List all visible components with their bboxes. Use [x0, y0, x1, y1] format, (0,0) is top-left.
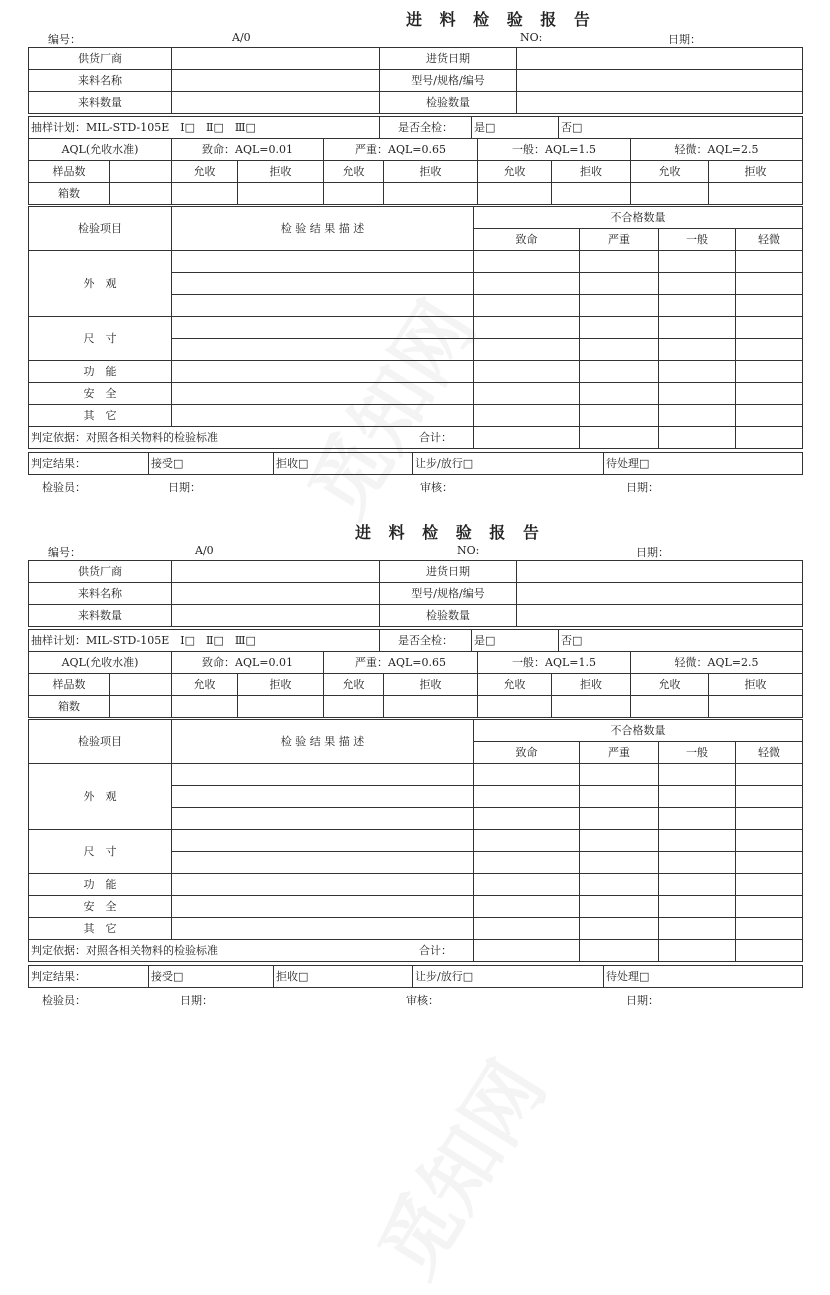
- cell[interactable]: [474, 786, 580, 808]
- cell[interactable]: [474, 808, 580, 830]
- result-cell[interactable]: [172, 273, 474, 295]
- cell[interactable]: [580, 874, 659, 896]
- full-check-no[interactable]: 否□: [559, 117, 803, 139]
- cell[interactable]: [172, 696, 238, 718]
- result-concession[interactable]: 让步/放行□: [413, 453, 604, 475]
- defect-minor: 轻微: [736, 742, 803, 764]
- result-cell[interactable]: [172, 361, 474, 383]
- item-header: 检验项目: [29, 207, 172, 251]
- cell[interactable]: [580, 339, 659, 361]
- defect-critical: 致命: [474, 229, 580, 251]
- defect-header: 不合格数量: [474, 720, 803, 742]
- cell[interactable]: [474, 405, 580, 427]
- cell[interactable]: [474, 830, 580, 852]
- cell[interactable]: [659, 251, 736, 273]
- result-cell[interactable]: [172, 251, 474, 273]
- defect-major: 严重: [580, 229, 659, 251]
- supplier-field[interactable]: [172, 48, 380, 70]
- total-label: 合计：: [419, 431, 452, 444]
- minor-reject: 拒收: [709, 161, 803, 183]
- defect-general: 一般: [659, 229, 736, 251]
- cell[interactable]: [580, 405, 659, 427]
- defect-minor: 轻微: [736, 229, 803, 251]
- quantity-label: 来料数量: [29, 605, 172, 627]
- result-cell[interactable]: [172, 764, 474, 786]
- inspect-qty-field[interactable]: [517, 92, 803, 114]
- aql-table: [28, 651, 803, 674]
- cell[interactable]: [659, 852, 736, 874]
- judgement-basis: 判定依据：对照各相关物料的检验标准: [31, 944, 218, 957]
- result-cell[interactable]: [172, 317, 474, 339]
- boxes-label: 箱数: [29, 696, 110, 718]
- cell[interactable]: [709, 183, 803, 205]
- cell[interactable]: [580, 764, 659, 786]
- result-reject[interactable]: 拒收□: [274, 966, 413, 988]
- aql-minor: 轻微：AQL=2.5: [631, 139, 803, 161]
- full-check-label: 是否全检：: [380, 117, 472, 139]
- code-label: 编号：: [48, 33, 81, 46]
- cell[interactable]: [631, 183, 709, 205]
- result-cell[interactable]: [172, 830, 474, 852]
- cell[interactable]: [474, 918, 580, 940]
- cell[interactable]: [580, 251, 659, 273]
- inspector-label: 检验员：: [42, 994, 86, 1007]
- cell[interactable]: [580, 830, 659, 852]
- minor-reject: 拒收: [709, 674, 803, 696]
- footer-date-label: 日期：: [168, 481, 201, 494]
- major-reject: 拒收: [384, 161, 478, 183]
- cell[interactable]: [552, 183, 631, 205]
- inspection-table: [28, 206, 803, 449]
- report-title: 进 料 检 验 报 告: [355, 523, 545, 542]
- cell[interactable]: [659, 786, 736, 808]
- critical-accept: 允收: [172, 161, 238, 183]
- cell[interactable]: [384, 696, 478, 718]
- cell[interactable]: [736, 405, 803, 427]
- cell[interactable]: [238, 696, 324, 718]
- result-header: 检 验 结 果 描 述: [172, 207, 474, 251]
- cell[interactable]: [384, 183, 478, 205]
- sample-qty-label: 样品数: [29, 161, 110, 183]
- defect-header: 不合格数量: [474, 207, 803, 229]
- critical-reject: 拒收: [238, 161, 324, 183]
- total-cell[interactable]: [736, 940, 803, 962]
- full-check-no[interactable]: 否□: [559, 630, 803, 652]
- result-label: 判定结果：: [29, 453, 149, 475]
- cell[interactable]: [474, 852, 580, 874]
- major-accept: 允收: [324, 674, 384, 696]
- total-cell[interactable]: [580, 427, 659, 449]
- result-label: 判定结果：: [29, 966, 149, 988]
- cell[interactable]: [659, 383, 736, 405]
- cell[interactable]: [736, 874, 803, 896]
- function-label: 功 能: [29, 874, 172, 896]
- cell[interactable]: [580, 273, 659, 295]
- boxes-field[interactable]: [110, 696, 172, 718]
- dimension-label: 尺 寸: [29, 830, 172, 874]
- inspect-qty-label: 检验数量: [380, 605, 517, 627]
- cell[interactable]: [736, 295, 803, 317]
- cell[interactable]: [709, 696, 803, 718]
- review-label: 审核：: [406, 994, 439, 1007]
- inspection-table: [28, 719, 803, 962]
- sample-table: [28, 673, 803, 718]
- model-field[interactable]: [517, 70, 803, 92]
- cell[interactable]: [580, 852, 659, 874]
- cell[interactable]: [324, 183, 384, 205]
- boxes-field[interactable]: [110, 183, 172, 205]
- review-label: 审核：: [420, 481, 453, 494]
- result-cell[interactable]: [172, 852, 474, 874]
- cell[interactable]: [474, 874, 580, 896]
- critical-accept: 允收: [172, 674, 238, 696]
- judgement-basis-row: [29, 940, 474, 962]
- footer-date2-label: 日期：: [626, 994, 659, 1007]
- result-cell[interactable]: [172, 896, 474, 918]
- cell[interactable]: [238, 183, 324, 205]
- receive-date-field[interactable]: [517, 561, 803, 583]
- cell[interactable]: [580, 295, 659, 317]
- total-label: 合计：: [419, 944, 452, 957]
- cell[interactable]: [474, 896, 580, 918]
- cell[interactable]: [736, 251, 803, 273]
- sampling-plan: 抽样计划：MIL-STD-105E Ⅰ□ Ⅱ□ Ⅲ□: [29, 630, 380, 652]
- cell[interactable]: [736, 896, 803, 918]
- cell[interactable]: [659, 295, 736, 317]
- minor-accept: 允收: [631, 674, 709, 696]
- result-concession[interactable]: 让步/放行□: [413, 966, 604, 988]
- cell[interactable]: [172, 183, 238, 205]
- model-label: 型号/规格/编号: [380, 70, 517, 92]
- watermark: [348, 1037, 567, 1295]
- result-accept[interactable]: 接受□: [149, 453, 274, 475]
- no-label: NO:: [520, 31, 543, 44]
- aql-label: AQL(允收水准): [29, 139, 172, 161]
- info-table: [28, 560, 803, 627]
- general-accept: 允收: [478, 674, 552, 696]
- cell[interactable]: [659, 405, 736, 427]
- critical-reject: 拒收: [238, 674, 324, 696]
- code-value: A/0: [195, 544, 214, 557]
- sampling-table: [28, 116, 803, 139]
- cell[interactable]: [736, 808, 803, 830]
- cell[interactable]: [478, 696, 552, 718]
- aql-general: 一般：AQL=1.5: [478, 139, 631, 161]
- result-cell[interactable]: [172, 339, 474, 361]
- cell[interactable]: [736, 361, 803, 383]
- info-table: [28, 47, 803, 114]
- judgement-basis-row: [29, 427, 474, 449]
- result-table: [28, 965, 803, 988]
- major-accept: 允收: [324, 161, 384, 183]
- date-label: 日期：: [636, 546, 669, 559]
- cell[interactable]: [736, 830, 803, 852]
- material-name-label: 来料名称: [29, 70, 172, 92]
- cell[interactable]: [474, 273, 580, 295]
- other-label: 其 它: [29, 918, 172, 940]
- major-reject: 拒收: [384, 674, 478, 696]
- result-cell[interactable]: [172, 874, 474, 896]
- safety-label: 安 全: [29, 896, 172, 918]
- result-cell[interactable]: [172, 786, 474, 808]
- receive-date-field[interactable]: [517, 48, 803, 70]
- cell[interactable]: [736, 764, 803, 786]
- appearance-label: 外 观: [29, 764, 172, 830]
- cell[interactable]: [659, 830, 736, 852]
- other-label: 其 它: [29, 405, 172, 427]
- cell[interactable]: [474, 764, 580, 786]
- cell[interactable]: [736, 786, 803, 808]
- cell[interactable]: [631, 696, 709, 718]
- result-cell[interactable]: [172, 405, 474, 427]
- cell[interactable]: [474, 295, 580, 317]
- item-header: 检验项目: [29, 720, 172, 764]
- cell[interactable]: [659, 361, 736, 383]
- sample-table: [28, 160, 803, 205]
- receive-date-label: 进货日期: [380, 561, 517, 583]
- result-reject[interactable]: 拒收□: [274, 453, 413, 475]
- defect-critical: 致命: [474, 742, 580, 764]
- cell[interactable]: [580, 383, 659, 405]
- aql-major: 严重：AQL=0.65: [324, 139, 478, 161]
- material-name-field[interactable]: [172, 70, 380, 92]
- result-cell[interactable]: [172, 295, 474, 317]
- report-title: 进 料 检 验 报 告: [406, 10, 596, 29]
- total-cell[interactable]: [580, 940, 659, 962]
- cell[interactable]: [580, 918, 659, 940]
- no-label: NO:: [457, 544, 480, 557]
- appearance-label: 外 观: [29, 251, 172, 317]
- model-field[interactable]: [517, 583, 803, 605]
- cell[interactable]: [580, 896, 659, 918]
- inspect-qty-label: 检验数量: [380, 92, 517, 114]
- cell[interactable]: [736, 852, 803, 874]
- result-cell[interactable]: [172, 918, 474, 940]
- aql-table: [28, 138, 803, 161]
- cell[interactable]: [736, 317, 803, 339]
- cell[interactable]: [580, 808, 659, 830]
- total-cell[interactable]: [659, 940, 736, 962]
- total-cell[interactable]: [736, 427, 803, 449]
- cell[interactable]: [659, 317, 736, 339]
- supplier-label: 供货厂商: [29, 561, 172, 583]
- cell[interactable]: [659, 808, 736, 830]
- code-value: A/0: [232, 31, 251, 44]
- sampling-table: [28, 629, 803, 652]
- result-table: [28, 452, 803, 475]
- result-header: 检 验 结 果 描 述: [172, 720, 474, 764]
- cell[interactable]: [659, 918, 736, 940]
- sample-qty-field[interactable]: [110, 161, 172, 183]
- judgement-basis: 判定依据：对照各相关物料的检验标准: [31, 431, 218, 444]
- cell[interactable]: [736, 383, 803, 405]
- cell[interactable]: [474, 339, 580, 361]
- result-pending[interactable]: 待处理□: [604, 453, 803, 475]
- cell[interactable]: [659, 874, 736, 896]
- defect-major: 严重: [580, 742, 659, 764]
- cell[interactable]: [580, 786, 659, 808]
- result-cell[interactable]: [172, 383, 474, 405]
- aql-critical: 致命：AQL=0.01: [172, 652, 324, 674]
- result-cell[interactable]: [172, 808, 474, 830]
- aql-general: 一般：AQL=1.5: [478, 652, 631, 674]
- sample-qty-field[interactable]: [110, 674, 172, 696]
- supplier-field[interactable]: [172, 561, 380, 583]
- general-reject: 拒收: [552, 161, 631, 183]
- aql-label: AQL(允收水准): [29, 652, 172, 674]
- full-check-yes[interactable]: 是□: [472, 117, 559, 139]
- cell[interactable]: [478, 183, 552, 205]
- date-label: 日期：: [668, 33, 701, 46]
- cell[interactable]: [552, 696, 631, 718]
- general-reject: 拒收: [552, 674, 631, 696]
- cell[interactable]: [659, 339, 736, 361]
- supplier-label: 供货厂商: [29, 48, 172, 70]
- full-check-label: 是否全检：: [380, 630, 472, 652]
- minor-accept: 允收: [631, 161, 709, 183]
- footer-date2-label: 日期：: [626, 481, 659, 494]
- result-pending[interactable]: 待处理□: [604, 966, 803, 988]
- function-label: 功 能: [29, 361, 172, 383]
- cell[interactable]: [736, 918, 803, 940]
- cell[interactable]: [736, 273, 803, 295]
- boxes-label: 箱数: [29, 183, 110, 205]
- inspector-label: 检验员：: [42, 481, 86, 494]
- cell[interactable]: [474, 361, 580, 383]
- aql-minor: 轻微：AQL=2.5: [631, 652, 803, 674]
- aql-critical: 致命：AQL=0.01: [172, 139, 324, 161]
- cell[interactable]: [474, 317, 580, 339]
- sample-qty-label: 样品数: [29, 674, 110, 696]
- inspect-qty-field[interactable]: [517, 605, 803, 627]
- defect-general: 一般: [659, 742, 736, 764]
- cell[interactable]: [659, 896, 736, 918]
- aql-major: 严重：AQL=0.65: [324, 652, 478, 674]
- quantity-label: 来料数量: [29, 92, 172, 114]
- model-label: 型号/规格/编号: [380, 583, 517, 605]
- receive-date-label: 进货日期: [380, 48, 517, 70]
- quantity-field[interactable]: [172, 605, 380, 627]
- total-cell[interactable]: [474, 427, 580, 449]
- sampling-plan: 抽样计划：MIL-STD-105E Ⅰ□ Ⅱ□ Ⅲ□: [29, 117, 380, 139]
- cell[interactable]: [659, 273, 736, 295]
- code-label: 编号：: [48, 546, 81, 559]
- cell[interactable]: [580, 317, 659, 339]
- total-cell[interactable]: [659, 427, 736, 449]
- cell[interactable]: [659, 764, 736, 786]
- result-accept[interactable]: 接受□: [149, 966, 274, 988]
- safety-label: 安 全: [29, 383, 172, 405]
- full-check-yes[interactable]: 是□: [472, 630, 559, 652]
- cell[interactable]: [324, 696, 384, 718]
- total-cell[interactable]: [474, 940, 580, 962]
- general-accept: 允收: [478, 161, 552, 183]
- cell[interactable]: [474, 383, 580, 405]
- footer-date-label: 日期：: [180, 994, 213, 1007]
- cell[interactable]: [580, 361, 659, 383]
- quantity-field[interactable]: [172, 92, 380, 114]
- material-name-field[interactable]: [172, 583, 380, 605]
- material-name-label: 来料名称: [29, 583, 172, 605]
- cell[interactable]: [474, 251, 580, 273]
- cell[interactable]: [736, 339, 803, 361]
- dimension-label: 尺 寸: [29, 317, 172, 361]
